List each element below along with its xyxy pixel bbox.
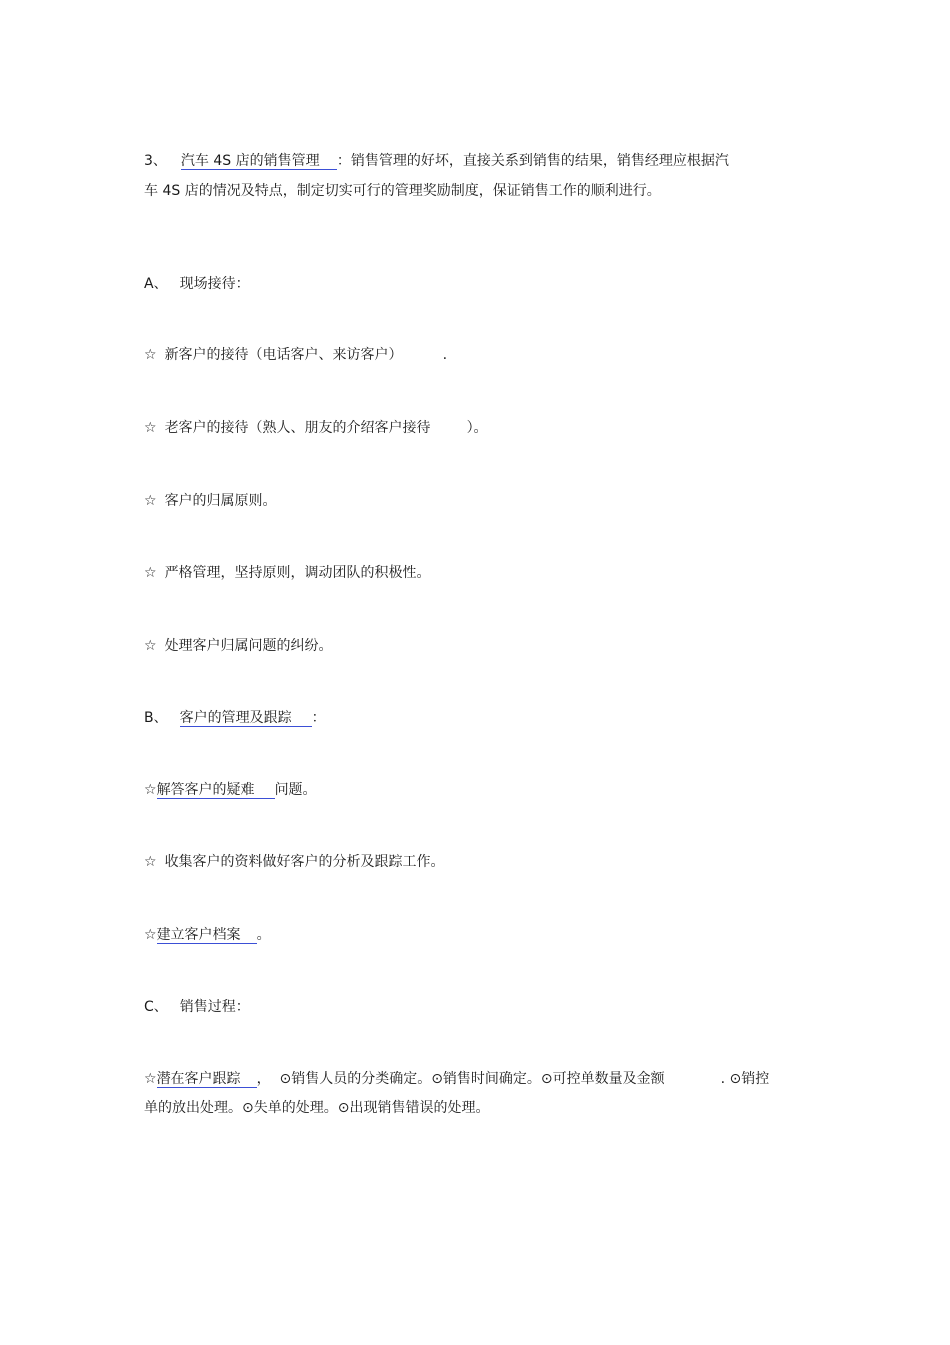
star-icon: ☆ [144,420,157,436]
list-item: ☆ 收集客户的资料做好客户的分析及跟踪工作。 [144,854,445,870]
star-icon: ☆ [144,347,157,363]
section-3-separator: ： [336,153,351,169]
part-a-title: 现场接待 [179,276,236,292]
star-icon: ☆ [144,927,157,943]
part-c-heading [144,977,250,1017]
section-3-line-1 [144,131,729,171]
part-b-heading [144,688,326,728]
customer-file-link[interactable]: 建立客户档案 [157,927,257,944]
list-item: ☆ 处理客户归属问题的纠纷。 [144,638,333,654]
star-icon: ☆ [144,565,157,581]
star-icon: ☆ [144,638,157,654]
list-item: ☆ 新客户的接待（电话客户、来访客户） . [144,347,448,363]
list-item: ☆ 客户的归属原则。 [144,493,277,509]
list-item: ☆ 老客户的接待（熟人、朋友的介绍客户接待 ）。 [144,420,488,436]
section-3-text-1: 销售管理的好坏，直接关系到销售的结果，销售经理应根据汽 [350,153,729,169]
part-a-colon: ： [235,276,250,292]
part-c-line-2: 单的放出处理。⊙失单的处理。⊙出现销售错误的处理。 [144,1100,490,1116]
star-icon: ☆ [144,782,157,798]
list-item: ☆建立客户档案 。 [144,927,271,943]
part-a-heading [144,254,250,294]
part-b-title-link[interactable]: 客户的管理及跟踪 [180,710,312,727]
list-item: ☆解答客户的疑难 问题。 [144,782,317,798]
part-b-marker: B、 [144,710,168,726]
part-c-line-1: ☆潜在客户跟踪 ， ⊙销售人员的分类确定。⊙销售时间确定。⊙可控单数量及金额 . ⊙销控 [144,1071,770,1087]
star-icon: ☆ [144,854,157,870]
part-c-title: 销售过程： [179,999,250,1015]
section-3-title-link[interactable]: 汽车 4S 店的销售管理 [181,153,337,170]
section-number: 3、 [144,153,167,169]
star-icon: ☆ [144,493,157,509]
part-a-marker: A、 [144,276,168,292]
answer-questions-link[interactable]: 解答客户的疑难 [157,782,275,799]
list-item: ☆ 严格管理，坚持原则，调动团队的积极性。 [144,565,431,581]
section-3-line-2: 车 4S 店的情况及特点，制定切实可行的管理奖励制度，保证销售工作的顺利进行。 [144,183,661,199]
star-icon: ☆ [144,1071,157,1087]
potential-customer-link[interactable]: 潜在客户跟踪 [157,1071,257,1088]
part-b-colon: ： [311,710,326,726]
part-c-marker: C、 [144,999,168,1015]
